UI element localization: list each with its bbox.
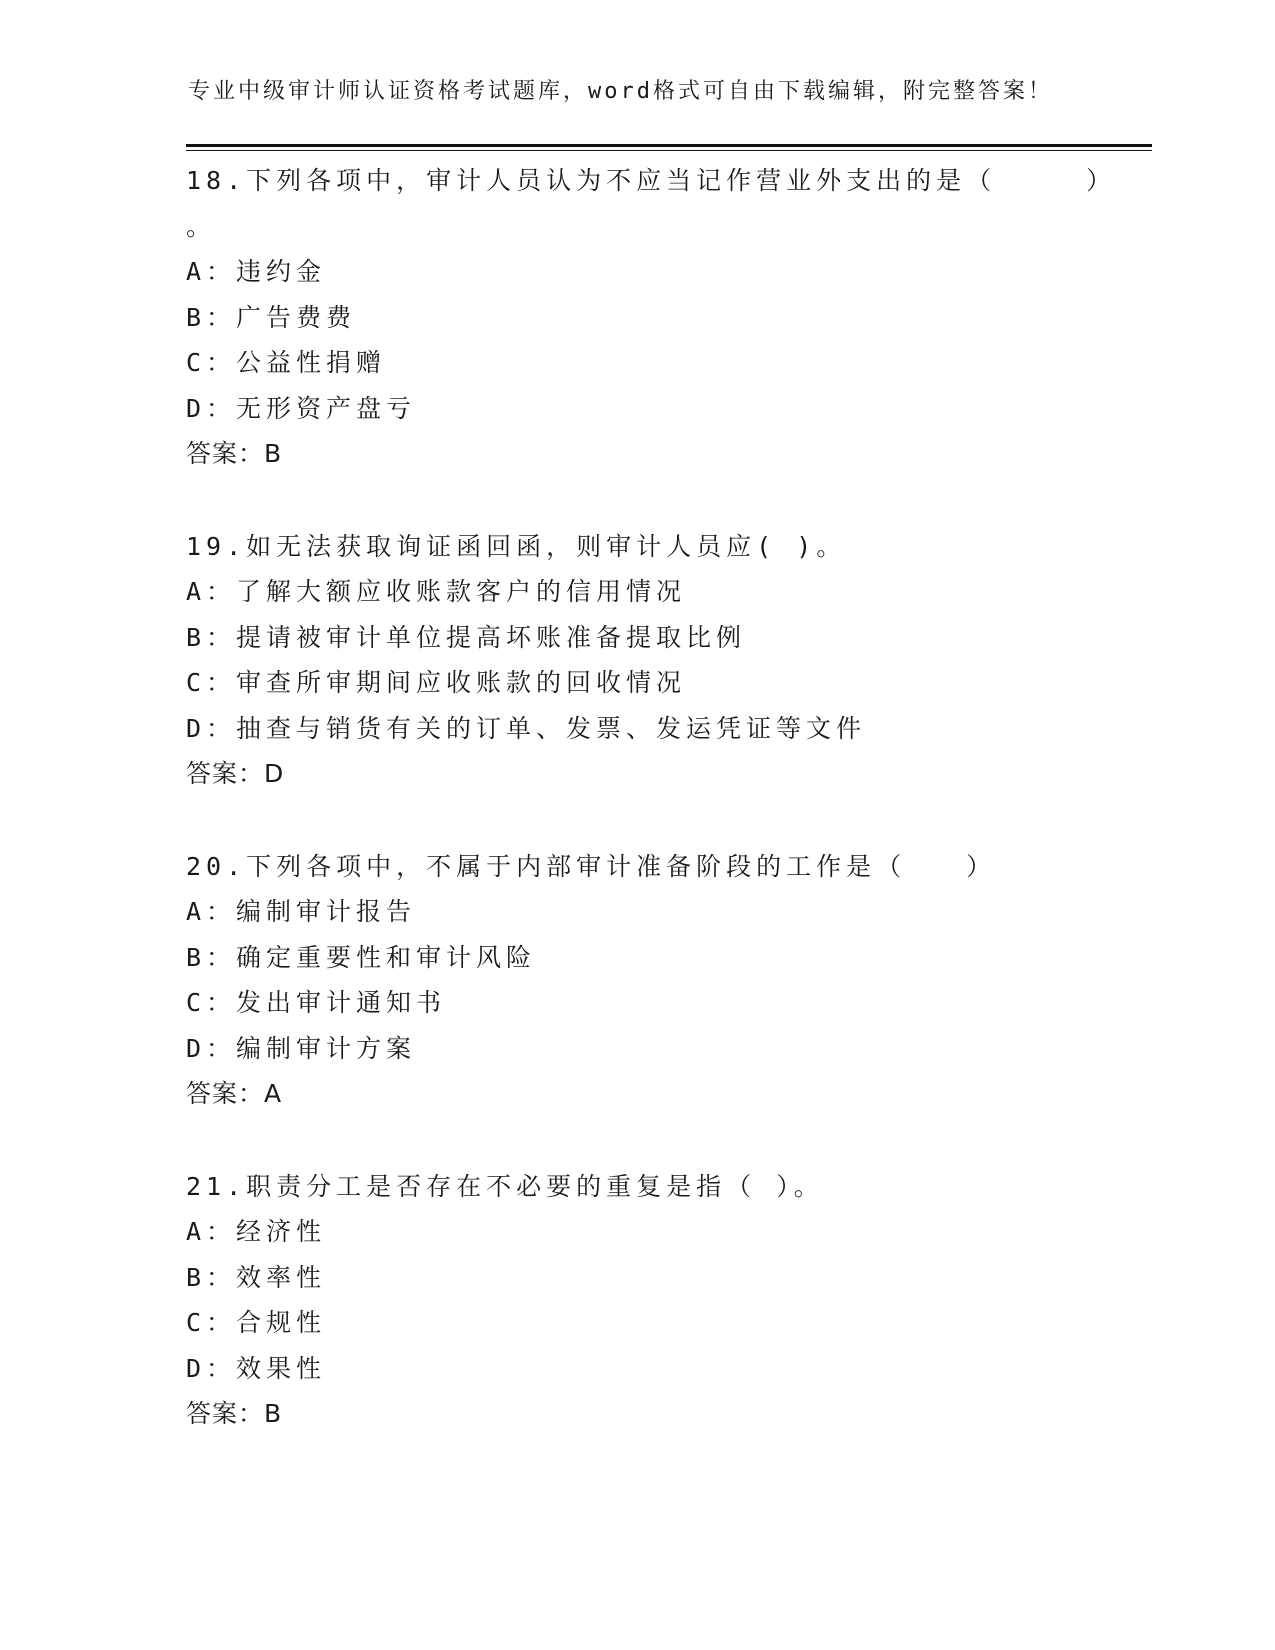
question-stem-continuation: 。: [186, 211, 217, 241]
answer-label: 答案：: [186, 439, 265, 468]
header-rule-thick: [186, 144, 1152, 147]
header-rule-thin: [186, 150, 1152, 151]
option-d: D：抽查与销货有关的订单、发票、发运凭证等文件: [186, 713, 867, 743]
question-stem: 20.下列各项中，不属于内部审计准备阶段的工作是（ ）: [186, 851, 997, 881]
option-a: A：违约金: [186, 257, 327, 286]
answer-value: B: [264, 1399, 283, 1428]
answer-line: [186, 431, 1146, 477]
answer-line: [186, 1071, 1146, 1117]
option-c: C：审查所审期间应收账款的回收情况: [186, 668, 687, 697]
option-a: A：了解大额应收账款客户的信用情况: [186, 577, 687, 606]
option-c: C：发出审计通知书: [186, 988, 447, 1017]
answer-line: [186, 751, 1146, 797]
option-d: D：效果性: [186, 1353, 327, 1383]
option-d: D：无形资产盘亏: [186, 393, 417, 423]
question-21: [186, 1164, 1146, 1437]
answer-value: D: [264, 759, 285, 788]
question-list: [186, 158, 1146, 1484]
option-b: B：效率性: [186, 1262, 327, 1292]
option-d: D：编制审计方案: [186, 1033, 417, 1063]
option-a: A：经济性: [186, 1217, 327, 1246]
answer-label: 答案：: [186, 1079, 265, 1108]
question-18: [186, 158, 1146, 477]
option-c: C：公益性捐赠: [186, 348, 387, 377]
question-stem: 18.下列各项中，审计人员认为不应当记作营业外支出的是（ ）: [186, 166, 1117, 195]
answer-label: 答案：: [186, 1399, 265, 1428]
question-19: [186, 524, 1146, 797]
answer-value: A: [264, 1079, 283, 1108]
answer-line: [186, 1391, 1146, 1437]
option-b: B：广告费费: [186, 302, 357, 332]
option-a: A：编制审计报告: [186, 897, 417, 926]
answer-label: 答案：: [186, 759, 265, 788]
question-stem: 19.如无法获取询证函回函，则审计人员应( )。: [186, 531, 847, 561]
answer-value: B: [264, 439, 283, 468]
option-b: B：提请被审计单位提高坏账准备提取比例: [186, 622, 747, 652]
option-b: B：确定重要性和审计风险: [186, 942, 537, 972]
option-c: C：合规性: [186, 1308, 327, 1337]
document-header: 专业中级审计师认证资格考试题库，word格式可自由下载编辑，附完整答案！: [188, 79, 1053, 104]
question-20: [186, 844, 1146, 1117]
question-stem: 21.职责分工是否存在不必要的重复是指（ ）。: [186, 1171, 824, 1201]
